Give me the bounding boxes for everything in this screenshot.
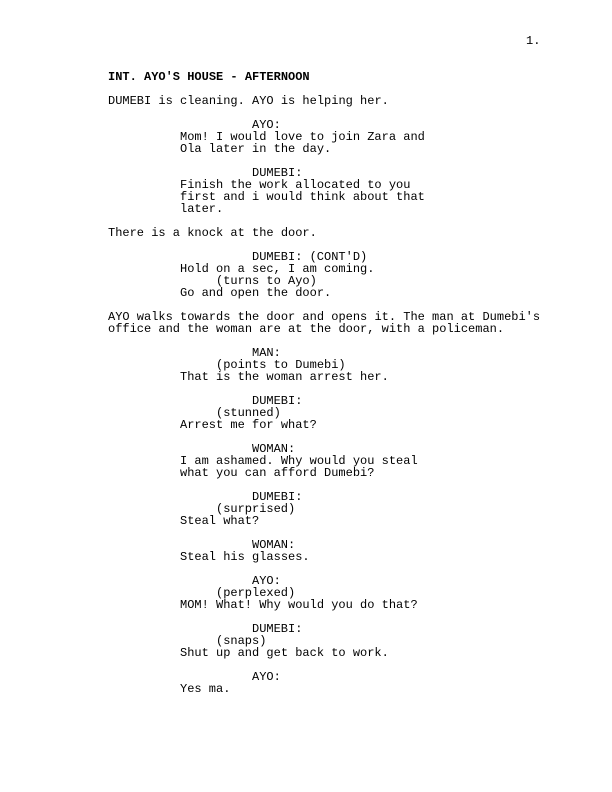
dialogue-line: Steal what? xyxy=(180,514,260,528)
character-cue: AYO: xyxy=(252,118,281,132)
character-cue: WOMAN: xyxy=(252,538,296,552)
parenthetical: (stunned) xyxy=(216,406,281,420)
character-cue: DUMEBI: xyxy=(252,394,303,408)
character-cue: MAN: xyxy=(252,346,281,360)
character-cue: AYO: xyxy=(252,670,281,684)
character-cue: AYO: xyxy=(252,574,281,588)
parenthetical: (snaps) xyxy=(216,634,267,648)
dialogue-line: That is the woman arrest her. xyxy=(180,370,389,384)
action-line: There is a knock at the door. xyxy=(108,226,317,240)
parenthetical: (surprised) xyxy=(216,502,296,516)
dialogue-line: MOM! What! Why would you do that? xyxy=(180,598,418,612)
dialogue-line: Mom! I would love to join Zara and xyxy=(180,130,425,144)
parenthetical: (points to Dumebi) xyxy=(216,358,346,372)
dialogue-line: what you can afford Dumebi? xyxy=(180,466,375,480)
character-cue: DUMEBI: xyxy=(252,622,303,636)
scene-heading: INT. AYO'S HOUSE - AFTERNOON xyxy=(108,70,310,84)
character-cue: DUMEBI: xyxy=(252,166,303,180)
dialogue-line: Hold on a sec, I am coming. xyxy=(180,262,375,276)
action-line: DUMEBI is cleaning. AYO is helping her. xyxy=(108,94,389,108)
dialogue-line: Steal his glasses. xyxy=(180,550,310,564)
action-line: office and the woman are at the door, with a policeman. xyxy=(108,322,505,336)
dialogue-line: Go and open the door. xyxy=(180,286,332,300)
character-cue: DUMEBI: xyxy=(252,490,303,504)
dialogue-line: Yes ma. xyxy=(180,682,231,696)
dialogue-line: Ola later in the day. xyxy=(180,142,332,156)
page-number: 1. xyxy=(526,34,541,48)
dialogue-line: first and i would think about that xyxy=(180,190,425,204)
dialogue-line: later. xyxy=(180,202,224,216)
character-cue: WOMAN: xyxy=(252,442,296,456)
action-line: AYO walks towards the door and opens it. The man at Dumebi's xyxy=(108,310,541,324)
character-cue: DUMEBI: (CONT'D) xyxy=(252,250,368,264)
parenthetical: (turns to Ayo) xyxy=(216,274,317,288)
dialogue-line: Arrest me for what? xyxy=(180,418,317,432)
dialogue-line: Shut up and get back to work. xyxy=(180,646,389,660)
dialogue-line: Finish the work allocated to you xyxy=(180,178,411,192)
parenthetical: (perplexed) xyxy=(216,586,296,600)
dialogue-line: I am ashamed. Why would you steal xyxy=(180,454,418,468)
